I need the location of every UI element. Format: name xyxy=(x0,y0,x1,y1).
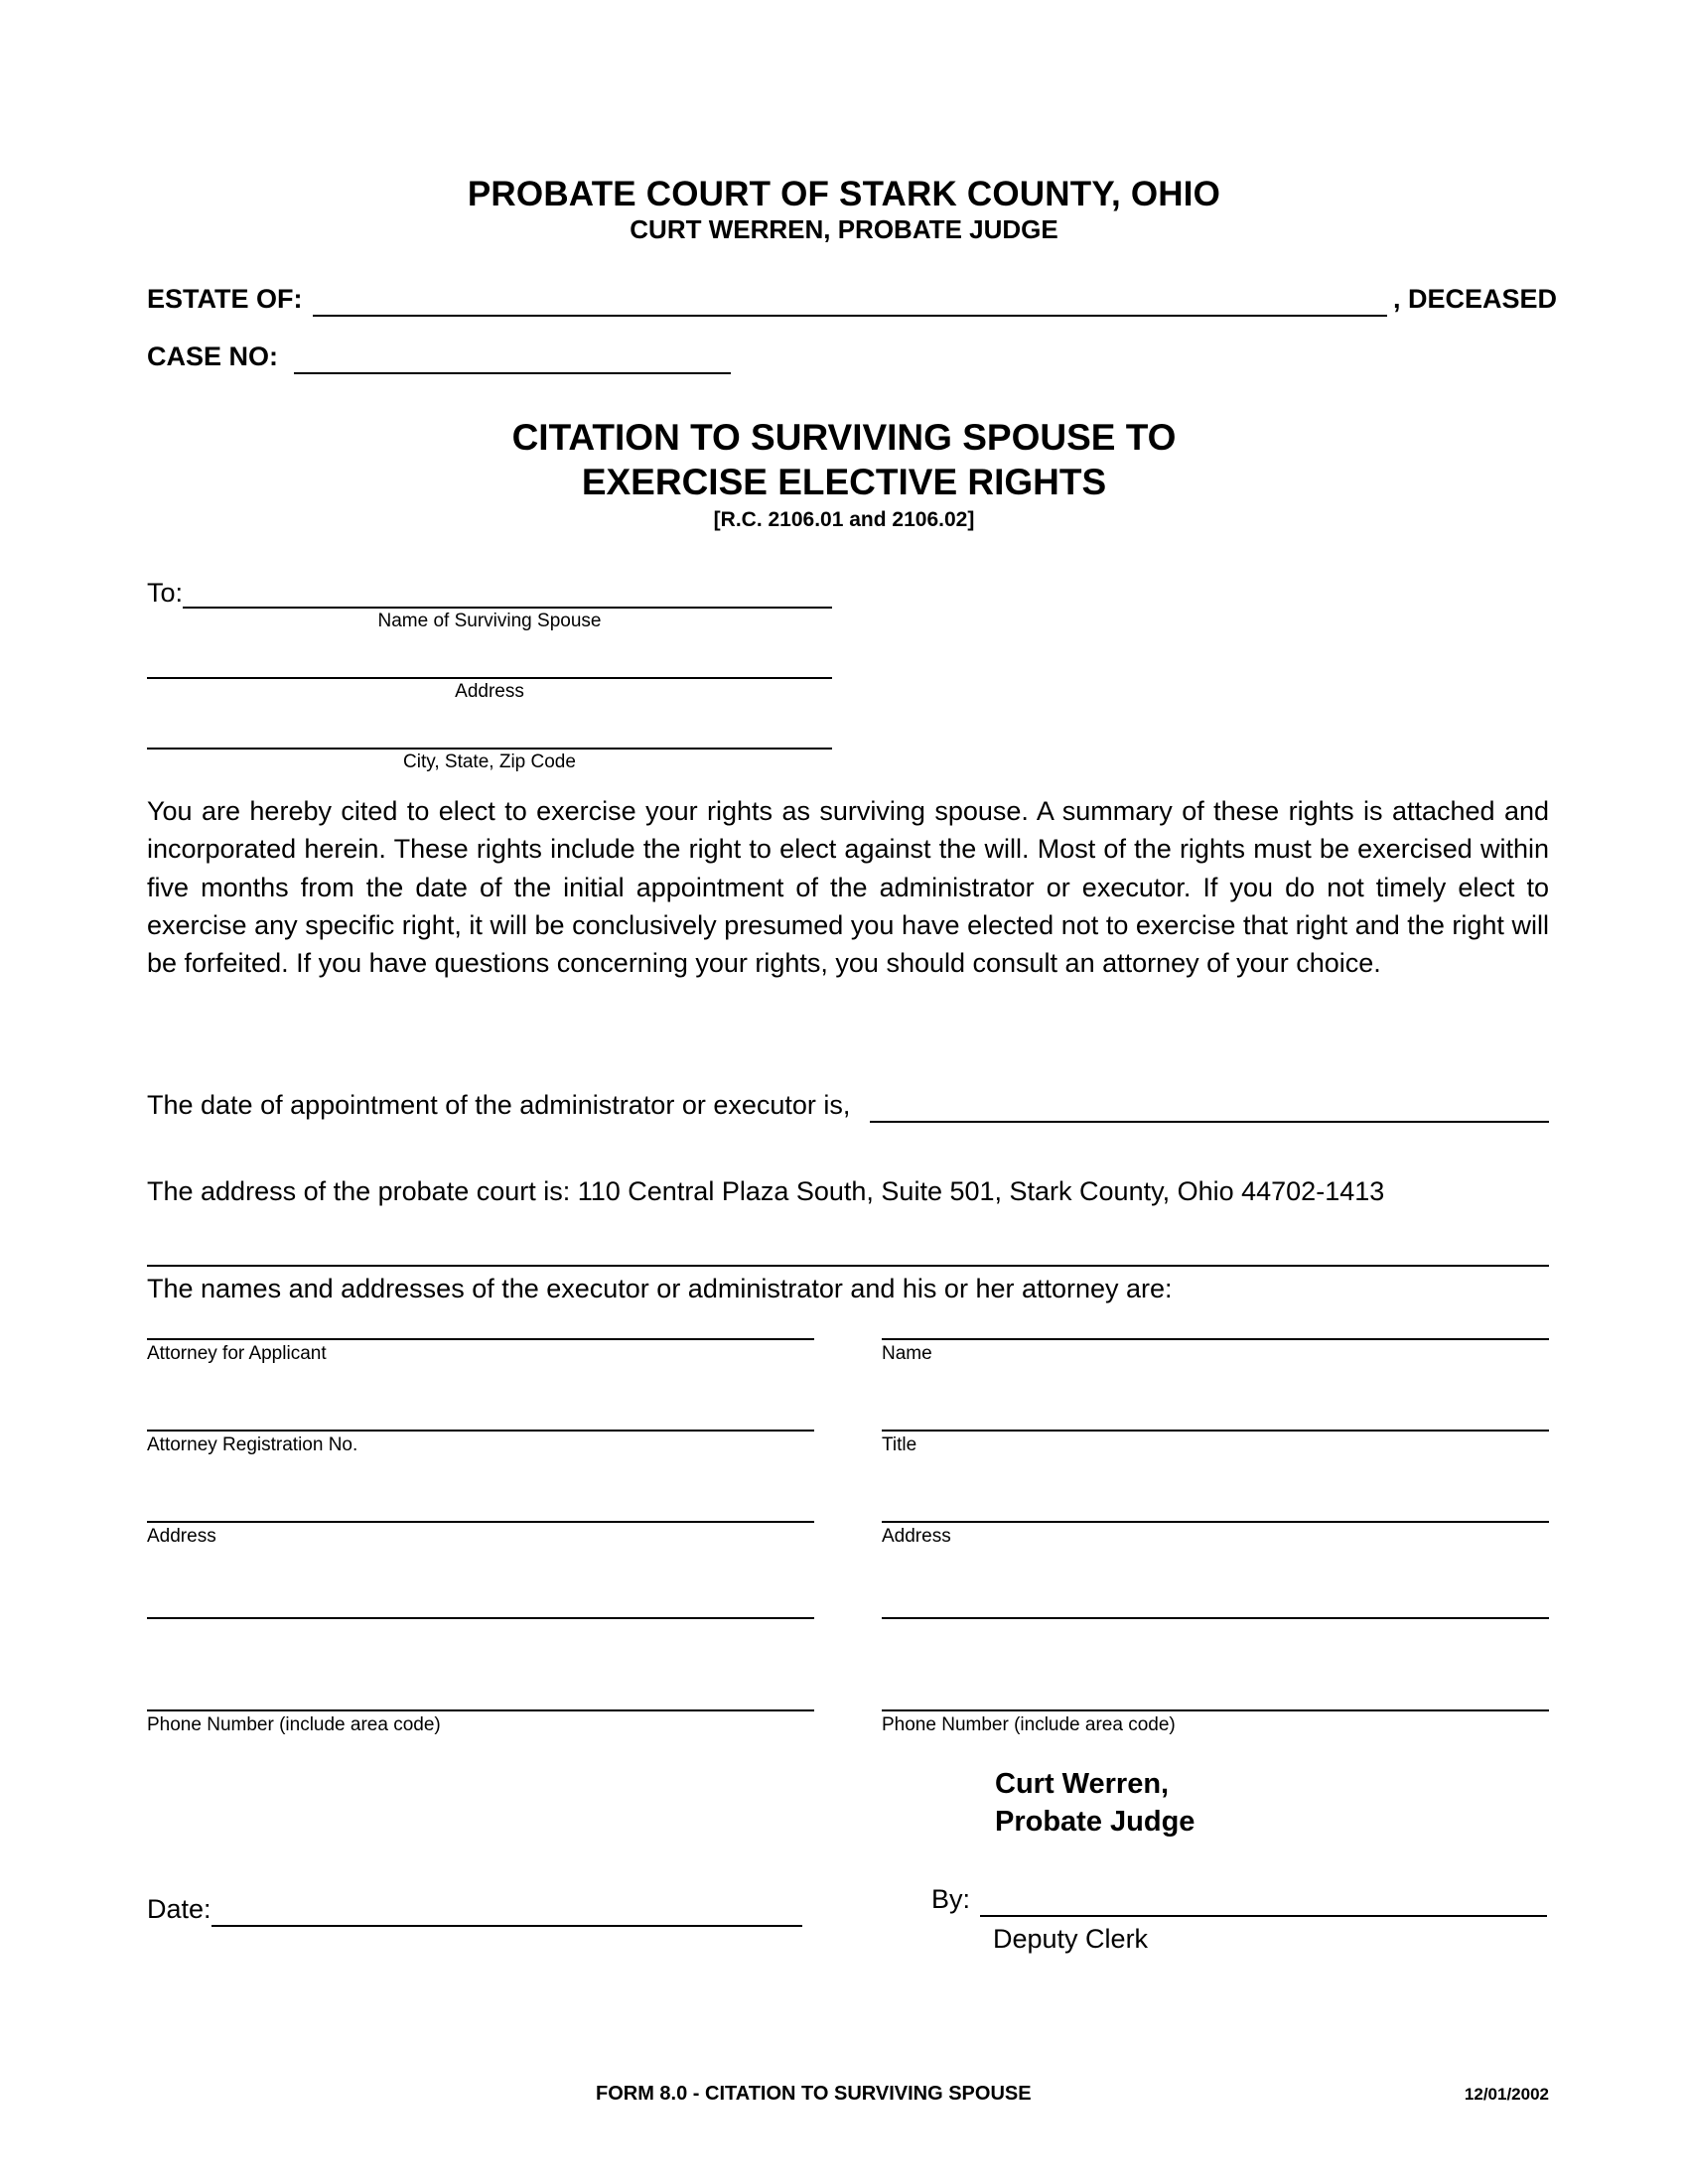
recipient-city-caption: City, State, Zip Code xyxy=(403,751,576,772)
recipient-name-input[interactable] xyxy=(183,581,832,609)
fiduciary-address-label: Address xyxy=(882,1525,951,1547)
judge-signature-title: Probate Judge xyxy=(995,1806,1196,1839)
case-no-input[interactable] xyxy=(294,342,731,374)
estate-of-input[interactable] xyxy=(313,285,1387,317)
attorney-column xyxy=(147,1338,814,1737)
attorney-registration-field xyxy=(147,1430,814,1457)
court-address-text: The address of the probate court is: 110 Central Plaza South, Suite 501, Stark County, Ohio 44702-1413 xyxy=(147,1176,1385,1206)
statute-reference: [R.C. 2106.01 and 2106.02] xyxy=(713,508,975,532)
estate-of-label: ESTATE OF: xyxy=(147,284,303,314)
deputy-clerk-signature-input[interactable] xyxy=(980,1885,1547,1917)
fiduciary-address-field xyxy=(882,1521,1549,1549)
recipient-address-input[interactable] xyxy=(147,633,832,679)
judge-signature-name: Curt Werren, xyxy=(995,1768,1170,1800)
recipient-block xyxy=(147,580,832,773)
names-addresses-sentence: The names and addresses of the executor or administrator and his or her attorney are: xyxy=(147,1274,1173,1303)
attorney-address-line2-field xyxy=(147,1617,814,1622)
by-row xyxy=(931,1884,1547,1955)
fiduciary-column xyxy=(882,1338,1549,1737)
document-title-line2: EXERCISE ELECTIVE RIGHTS xyxy=(581,462,1107,503)
fiduciary-title-label: Title xyxy=(882,1433,917,1455)
spacer xyxy=(882,1366,1549,1430)
deceased-label: , DECEASED xyxy=(1392,284,1557,314)
footer-form-title: FORM 8.0 - CITATION TO SURVIVING SPOUSE xyxy=(596,2083,1032,2105)
fiduciary-name-field xyxy=(882,1338,1549,1366)
document-title xyxy=(0,415,1688,532)
by-row-top xyxy=(931,1884,1547,1917)
recipient-name-caption: Name of Surviving Spouse xyxy=(377,611,602,631)
recipient-address-caption: Address xyxy=(455,680,524,702)
deputy-clerk-label: Deputy Clerk xyxy=(993,1924,1149,1954)
recipient-city-input[interactable] xyxy=(147,704,832,750)
citation-body-paragraph: You are hereby cited to elect to exercise your rights as surviving spouse. A summary of these rights is attached and incorporated herein. These rights include the right to elect against the will. Most of the rights must be exercised within five months from the date of the initial appointment of the administrator or executor. If you do not timely elect to exercise any specific right, it will be conclusively presumed you have elected not to exercise that right and the right will be forfeited. If you have questions concerning your rights, you should consult an attorney of your choice. xyxy=(147,796,1549,979)
case-no-label: CASE NO: xyxy=(147,341,279,371)
date-row xyxy=(147,1894,802,1927)
fiduciary-phone-field xyxy=(882,1709,1549,1737)
fiduciary-title-field xyxy=(882,1430,1549,1457)
date-input[interactable] xyxy=(211,1897,802,1927)
footer-revision-date: 12/01/2002 xyxy=(1464,2085,1549,2104)
attorney-address-label: Address xyxy=(147,1525,216,1547)
attorney-registration-label: Attorney Registration No. xyxy=(147,1433,358,1455)
by-label: By: xyxy=(931,1884,971,1914)
attorney-phone-label: Phone Number (include area code) xyxy=(147,1714,441,1736)
attorney-phone-field xyxy=(147,1709,814,1737)
fiduciary-address-line2-label xyxy=(882,1619,1549,1622)
spacer xyxy=(147,1622,814,1709)
appointment-date-row xyxy=(147,1090,1549,1123)
spacer xyxy=(147,1457,814,1521)
fiduciary-phone-label: Phone Number (include area code) xyxy=(882,1714,1176,1736)
spacer xyxy=(882,1457,1549,1521)
spacer xyxy=(147,1366,814,1430)
court-header xyxy=(0,175,1688,244)
court-name: PROBATE COURT OF STARK COUNTY, OHIO xyxy=(467,175,1221,213)
attorney-for-applicant-label: Attorney for Applicant xyxy=(147,1343,327,1364)
case-no-row xyxy=(147,341,941,374)
court-address-divider xyxy=(147,1265,1549,1267)
recipient-name-row xyxy=(147,580,832,609)
spacer xyxy=(882,1622,1549,1709)
appointment-date-input[interactable] xyxy=(870,1091,1549,1123)
judge-signature-block xyxy=(995,1765,1195,1842)
spacer xyxy=(882,1548,1549,1617)
attorney-address-line2-label xyxy=(147,1619,814,1622)
spacer xyxy=(147,1548,814,1617)
attorney-address-field xyxy=(147,1521,814,1549)
date-label: Date: xyxy=(147,1894,211,1924)
presiding-judge-name: CURT WERREN, PROBATE JUDGE xyxy=(630,214,1058,245)
contact-fields xyxy=(147,1338,1549,1737)
fiduciary-address-line2-field xyxy=(882,1617,1549,1622)
appointment-date-label: The date of appointment of the administrator or executor is, xyxy=(147,1090,851,1120)
fiduciary-name-label: Name xyxy=(882,1343,932,1364)
attorney-for-applicant-field xyxy=(147,1338,814,1366)
estate-of-row xyxy=(147,284,1557,317)
form-footer xyxy=(147,2083,1549,2106)
document-title-line1: CITATION TO SURVIVING SPOUSE TO xyxy=(511,417,1177,458)
to-label: To: xyxy=(147,578,184,608)
